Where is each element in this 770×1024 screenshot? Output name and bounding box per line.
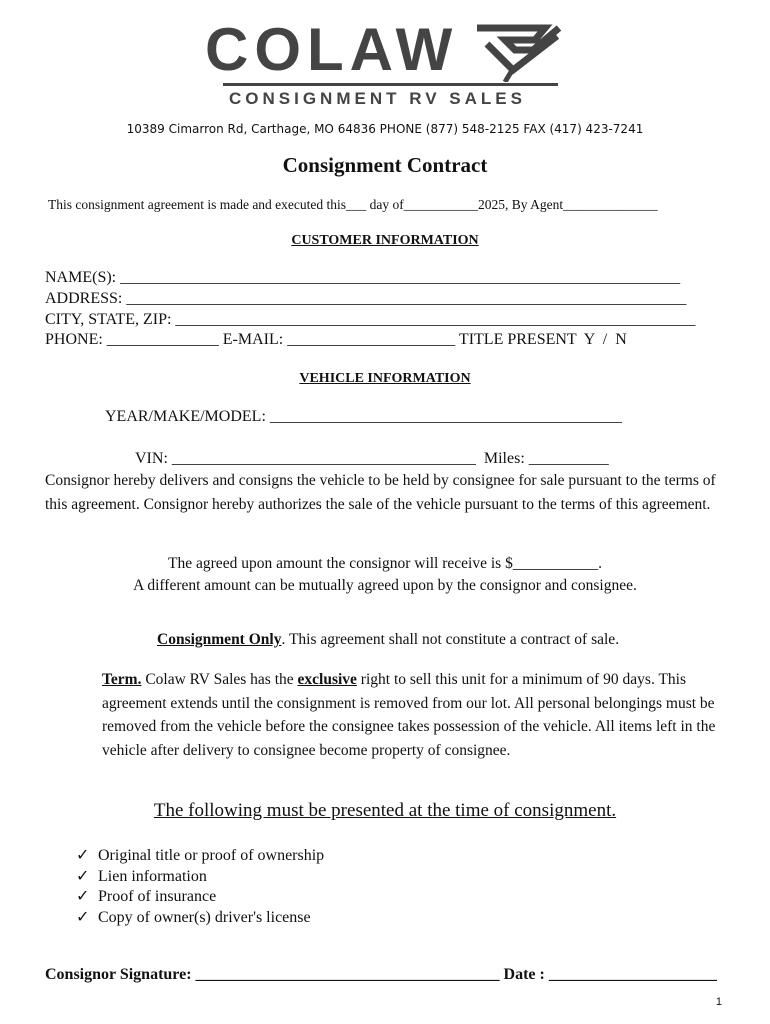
year-make-model-field[interactable]: YEAR/MAKE/MODEL: ____________________________________________ bbox=[105, 408, 622, 425]
checkmark-icon: ✓ bbox=[76, 847, 90, 864]
consignment-only-clause bbox=[157, 631, 619, 649]
customer-info-heading: CUSTOMER INFORMATION bbox=[291, 233, 479, 248]
requirement-text: Original title or proof of ownership bbox=[98, 847, 325, 864]
agreement-intro: This consignment agreement is made and executed this___ day of___________2025, By Agent______________ bbox=[48, 197, 658, 212]
consignment-paragraph: Consignor hereby delivers and consigns the vehicle to be held by consignee for sale pursuant to the terms of this agreement. Consignor hereby authorizes the sale of the vehicle pursuant to the terms of this agreement. bbox=[45, 472, 716, 513]
list-item bbox=[76, 846, 324, 867]
requirement-text: Copy of owner(s) driver's license bbox=[98, 908, 311, 926]
agreed-amount-line: The agreed upon amount the consignor will receive is $___________. bbox=[168, 555, 602, 572]
signature-line[interactable]: Consignor Signature: ______________________________________ Date : _____________________ bbox=[45, 966, 717, 983]
checkmark-icon: ✓ bbox=[76, 867, 90, 885]
city-state-zip-field[interactable]: CITY, STATE, ZIP: _________________________________________________________________ bbox=[45, 311, 696, 328]
logo-wordmark: COLAW bbox=[205, 16, 459, 83]
requirements-list bbox=[76, 846, 324, 928]
logo-tagline: CONSIGNMENT RV SALES bbox=[229, 89, 526, 108]
requirement-text: Proof of insurance bbox=[98, 888, 217, 905]
requirements-heading: The following must be presented at the time of consignment. bbox=[153, 800, 617, 821]
checkmark-icon: ✓ bbox=[76, 908, 90, 926]
requirement-text: Lien information bbox=[98, 867, 207, 885]
term-text-rest: right to sell this unit for a minimum of 90 days. This agreement extends until the consignment is removed from our lot. All personal belongings must be removed from the vehicle before the consignee takes possession of the vehicle. All items left in the vehicle after delivery to consignee become property of consignee. bbox=[102, 671, 716, 759]
term-exclusive: exclusive bbox=[297, 671, 357, 688]
name-field[interactable]: NAME(S): ______________________________________________________________________ bbox=[45, 269, 681, 286]
company-address: 10389 Cimarron Rd, Carthage, MO 64836 PHONE (877) 548-2125 FAX (417) 423-7241 bbox=[126, 122, 644, 136]
company-logo bbox=[205, 18, 565, 108]
term-clause bbox=[102, 668, 722, 762]
document-title: Consignment Contract bbox=[282, 153, 488, 177]
term-text-start: Colaw RV Sales has the bbox=[141, 671, 298, 688]
consignment-only-label: Consignment Only bbox=[157, 631, 282, 648]
consignment-only-text: . This agreement shall not constitute a contract of sale. bbox=[281, 631, 620, 648]
logo-rule bbox=[223, 83, 558, 86]
list-item bbox=[76, 867, 324, 888]
list-item bbox=[76, 908, 324, 929]
vehicle-info-heading: VEHICLE INFORMATION bbox=[299, 371, 471, 386]
term-label: Term. bbox=[102, 671, 142, 688]
checkmark-icon: ✓ bbox=[76, 888, 90, 905]
phone-email-title-field[interactable]: PHONE: ______________ E-MAIL: _____________________ TITLE PRESENT Y / N bbox=[45, 331, 627, 348]
vin-miles-field[interactable]: VIN: ______________________________________ Miles: __________ bbox=[135, 450, 609, 467]
list-item bbox=[76, 887, 324, 908]
page-number: 1 bbox=[715, 996, 722, 1008]
mutual-agreement-line: A different amount can be mutually agreed upon by the consignor and consignee. bbox=[133, 577, 637, 594]
address-field[interactable]: ADDRESS: ______________________________________________________________________ bbox=[45, 290, 687, 307]
logo-rv-mark bbox=[475, 22, 565, 82]
